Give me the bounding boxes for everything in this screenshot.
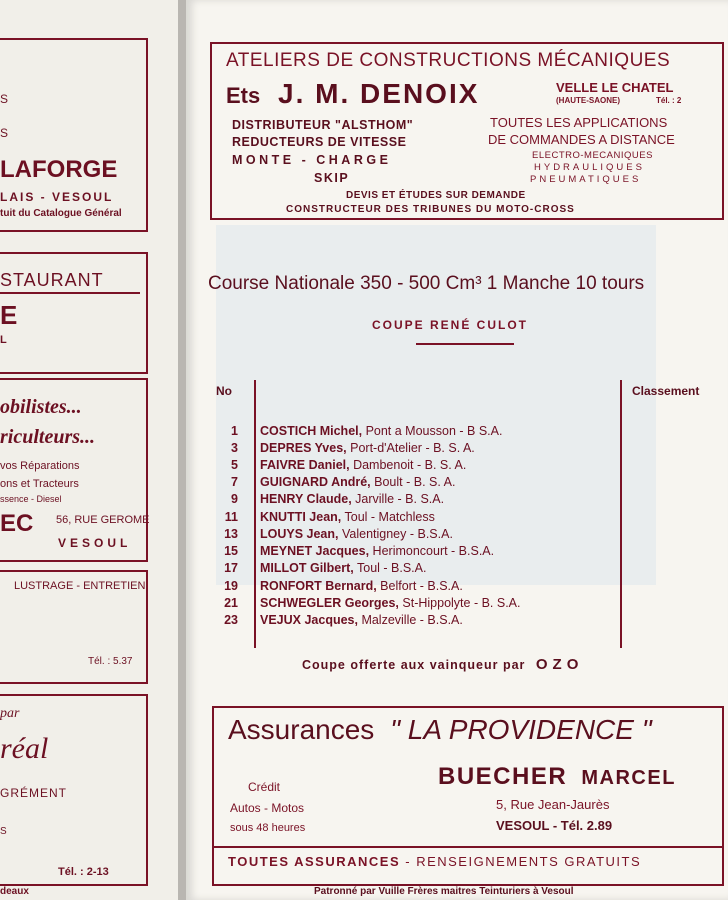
rider-name: GUIGNARD André, <box>260 475 371 489</box>
cup-offered-text: Coupe offerte aux vainqueur par <box>302 658 526 672</box>
rider-name: COSTICH Michel, <box>260 424 363 438</box>
rider-number: 7 <box>231 475 238 489</box>
rider-number: 9 <box>231 492 238 506</box>
column-header-no: No <box>216 384 232 398</box>
ad-address: 5, Rue Jean-Jaurès <box>496 797 610 812</box>
ad-company-line <box>226 78 479 110</box>
left-fragment: riculteurs... <box>0 426 96 448</box>
rider-detail: Port-d'Atelier - B. S. A. <box>346 441 475 455</box>
rider-detail: Valentigney - B.S.A. <box>338 527 453 541</box>
left-fragment: deaux <box>0 886 29 897</box>
left-fragment: E <box>0 300 18 330</box>
list-item <box>208 424 502 438</box>
left-fragment: vos Réparations <box>0 460 80 472</box>
rider-detail: Toul - B.S.A. <box>353 561 427 575</box>
ad-footer-all: TOUTES ASSURANCES <box>228 854 401 869</box>
left-fragment: GRÉMENT <box>0 786 67 800</box>
ad-right-small: ELECTRO-MECANIQUES <box>532 150 653 161</box>
list-item <box>208 544 494 558</box>
rider-detail: Dambenoit - B. S. A. <box>349 458 467 472</box>
left-fragment: Tél. : 2-13 <box>58 866 109 878</box>
rider-number: 1 <box>231 424 238 438</box>
rider-name: MEYNET Jacques, <box>260 544 370 558</box>
left-fragment: 56, RUE GEROME <box>56 514 150 526</box>
list-item <box>208 596 521 610</box>
list-item <box>208 475 455 489</box>
rider-name: SCHWEGLER Georges, <box>260 596 399 610</box>
rider-detail: Toul - Matchless <box>341 510 435 524</box>
left-fragment: Tél. : 5.37 <box>88 656 133 667</box>
list-item <box>208 561 426 575</box>
ad-heading: ATELIERS DE CONSTRUCTIONS MÉCANIQUES <box>226 50 671 71</box>
ad-tel: Tél. : 2 <box>656 96 682 105</box>
rider-number: 11 <box>224 510 238 524</box>
laforge-name: LAFORGE <box>0 156 118 183</box>
divider <box>212 846 722 848</box>
ad-devis: DEVIS ET ÉTUDES SUR DEMANDE <box>346 190 526 201</box>
rider-number: 5 <box>231 458 238 472</box>
rider-number: 19 <box>224 579 238 593</box>
rider-number: 15 <box>224 544 238 558</box>
rider-name: KNUTTI Jean, <box>260 510 342 524</box>
rider-name: FAIVRE Daniel, <box>260 458 350 472</box>
list-item <box>208 492 444 506</box>
ad-footer-line <box>228 854 641 869</box>
rider-name: DEPRES Yves, <box>260 441 347 455</box>
rider-number: 13 <box>224 527 238 541</box>
left-fragment: EC <box>0 510 34 537</box>
sponsor-logo: OZO <box>535 656 584 673</box>
rider-number: 3 <box>231 441 238 455</box>
left-fragment: réal <box>0 732 49 765</box>
page-footer: Patronné par Vuille Frères maitres Teinturiers à Vesoul <box>314 886 574 897</box>
rider-number: 17 <box>224 561 238 575</box>
rider-name: RONFORT Bernard, <box>260 579 377 593</box>
results-list <box>208 424 628 634</box>
rider-name: LOUYS Jean, <box>260 527 339 541</box>
list-item <box>208 579 463 593</box>
ad-right-small: PNEUMATIQUES <box>530 174 642 185</box>
race-title: Course Nationale 350 - 500 Cm³ 1 Manche 10 tours <box>208 273 645 294</box>
list-item <box>208 510 435 524</box>
divider <box>0 292 140 294</box>
cup-name: COUPE RENÉ CULOT <box>372 318 529 332</box>
ad-right-small: HYDRAULIQUES <box>534 162 645 173</box>
insurance-word: Assurances <box>228 714 375 745</box>
right-page <box>186 0 728 900</box>
column-header-classement: Classement <box>632 384 700 398</box>
rider-detail: Herimoncourt - B.S.A. <box>369 544 495 558</box>
ad-constructeur: CONSTRUCTEUR DES TRIBUNES DU MOTO-CROSS <box>286 204 575 215</box>
rider-detail: Pont a Mousson - B S.A. <box>362 424 503 438</box>
ad-left-line: REDUCTEURS DE VITESSE <box>232 135 407 149</box>
left-fragment: S <box>0 126 9 140</box>
agent-surname: BUECHER <box>438 763 568 790</box>
rider-detail: Malzeville - B.S.A. <box>357 613 463 627</box>
ad-left-line: DISTRIBUTEUR "ALSTHOM" <box>232 118 414 132</box>
list-item <box>208 458 466 472</box>
cup-offered-line <box>302 656 583 673</box>
list-item <box>208 613 463 627</box>
rider-number: 23 <box>224 613 238 627</box>
providence-name: " LA PROVIDENCE " <box>390 714 652 745</box>
ad-footer-info: - RENSEIGNEMENTS GRATUITS <box>400 854 642 869</box>
left-fragment: ssence - Diesel <box>0 494 62 504</box>
left-page <box>0 0 178 900</box>
rider-name: VEJUX Jacques, <box>260 613 358 627</box>
company-name: J. M. DENOIX <box>278 78 480 109</box>
divider <box>416 343 514 345</box>
left-fragment: L <box>0 334 7 346</box>
rider-detail: Belfort - B.S.A. <box>376 579 463 593</box>
ad-region: (HAUTE-SAONE) <box>556 96 620 105</box>
left-fragment: LUSTRAGE - ENTRETIEN <box>14 580 146 592</box>
left-fragment: S <box>0 826 7 837</box>
left-fragment: LAIS - VESOUL <box>0 190 114 204</box>
ets-prefix: Ets <box>226 83 261 108</box>
left-fragment: STAURANT <box>0 270 104 290</box>
left-fragment: par <box>0 706 20 721</box>
ad-left-line: SKIP <box>314 171 350 185</box>
ad-left-line: MONTE - CHARGE <box>232 153 392 167</box>
ad-city-tel: VESOUL - Tél. 2.89 <box>496 818 613 833</box>
ad-credit: Crédit <box>248 780 281 794</box>
ad-right-title: DE COMMANDES A DISTANCE <box>488 132 675 147</box>
rider-detail: Boult - B. S. A. <box>370 475 456 489</box>
ad-insurance-title <box>228 714 652 746</box>
rider-name: HENRY Claude, <box>260 492 352 506</box>
ad-agent-line <box>438 763 676 791</box>
rider-detail: St-Hippolyte - B. S.A. <box>398 596 521 610</box>
left-fragment: obilistes... <box>0 396 82 418</box>
left-fragment: VESOUL <box>58 536 132 550</box>
left-fragment: tuit du Catalogue Général <box>0 208 122 219</box>
ad-sous48: sous 48 heures <box>230 822 306 834</box>
ad-town: VELLE LE CHATEL <box>556 80 674 95</box>
ad-autos-motos: Autos - Motos <box>230 801 305 815</box>
agent-firstname: MARCEL <box>581 767 676 789</box>
left-fragment: S <box>0 92 9 106</box>
list-item <box>208 527 453 541</box>
list-item <box>208 441 475 455</box>
left-fragment: ons et Tracteurs <box>0 478 79 490</box>
rider-detail: Jarville - B. S.A. <box>351 492 445 506</box>
rider-name: MILLOT Gilbert, <box>260 561 354 575</box>
rider-number: 21 <box>224 596 238 610</box>
ad-right-title: TOUTES LES APPLICATIONS <box>490 115 668 130</box>
